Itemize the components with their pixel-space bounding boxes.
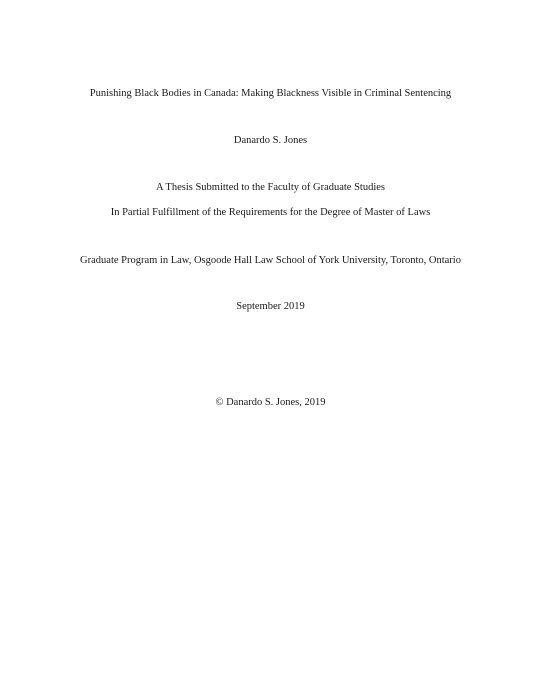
program-affiliation: Graduate Program in Law, Osgoode Hall Law School of York University, Toronto, Ontario <box>80 255 461 266</box>
submission-date: September 2019 <box>236 301 305 312</box>
submission-statement: A Thesis Submitted to the Faculty of Graduate Studies <box>155 182 386 193</box>
degree-statement: In Partial Fulfillment of the Requirements for the Degree of Master of Laws <box>110 207 431 218</box>
copyright-notice: © Danardo S. Jones, 2019 <box>215 397 326 408</box>
author-name: Danardo S. Jones <box>233 135 308 146</box>
thesis-title: Punishing Black Bodies in Canada: Making Blackness Visible in Criminal Sentencing <box>89 88 452 99</box>
